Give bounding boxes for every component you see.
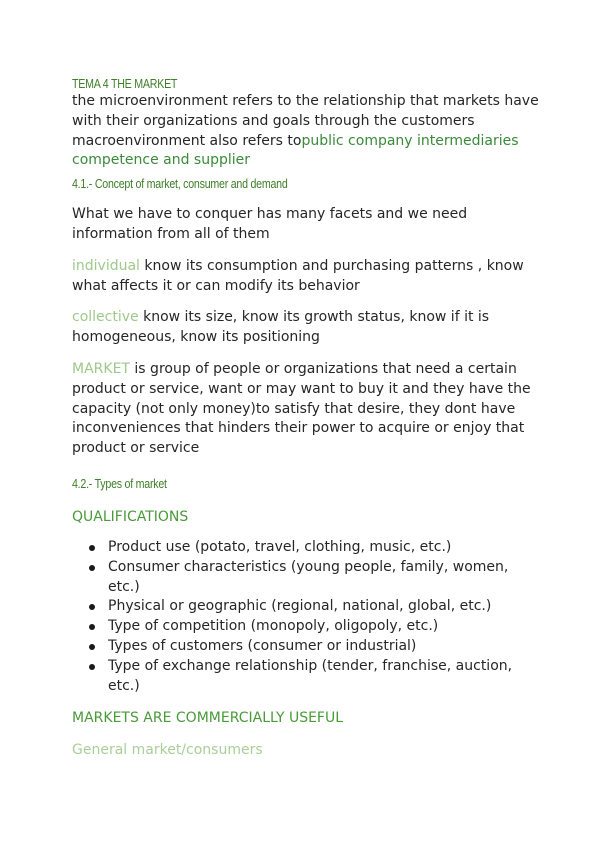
bullet-icon <box>89 644 95 650</box>
collective-term: collective <box>72 309 139 326</box>
list-item: Physical or geographic (regional, national, global, etc.) <box>72 597 542 617</box>
list-item: Types of customers (consumer or industrial) <box>72 637 542 657</box>
section-1-heading: 4.1.- Concept of market, consumer and demand <box>72 176 288 192</box>
bullet-icon <box>89 624 95 630</box>
bullet-icon <box>89 545 95 551</box>
list-item: Type of exchange relationship (tender, franchise, auction, etc.) <box>72 657 542 697</box>
bullet-icon <box>89 565 95 571</box>
market-term: MARKET <box>72 360 130 377</box>
general-market-label: General market/consumers <box>72 742 263 759</box>
section-2-heading: 4.2.- Types of market <box>72 475 167 491</box>
qualifications-label: QUALIFICATIONS <box>72 508 189 525</box>
list-item: Product use (potato, travel, clothing, music, etc.) <box>72 538 542 558</box>
individual-paragraph <box>72 257 542 297</box>
intro-paragraph <box>72 92 542 171</box>
market-text: is group of people or organizations that need a certain product or service, want or may want to buy it and they have the capacity (not only money)to satisfy that desire, they dont have inconveniences that hinders their power to acquire or enjoy that product or service <box>72 360 531 457</box>
list-item: Consumer characteristics (young people, family, women, etc.) <box>72 558 542 598</box>
collective-paragraph <box>72 308 542 348</box>
collective-text: know its size, know its growth status, know if it is homogeneous, know its positioning <box>72 309 490 346</box>
markets-useful-label: MARKETS ARE COMMERCIALLY USEFUL <box>72 710 344 727</box>
list-item: Type of competition (monopoly, oligopoly, etc.) <box>72 617 542 637</box>
intro-highlight: public company intermediaries competence and supplier <box>72 132 519 169</box>
bullet-icon <box>89 604 95 610</box>
facets-paragraph: What we have to conquer has many facets and we need information from all of them <box>72 206 468 242</box>
individual-text: know its consumption and purchasing patterns , know what affects it or can modify its behavior <box>72 257 524 294</box>
market-paragraph <box>72 360 542 459</box>
intro-text: the microenvironment refers to the relationship that markets have with their organizations and goals through the customers macroenvironment also refers to <box>72 93 539 149</box>
document-title: TEMA 4 THE MARKET <box>72 76 178 91</box>
bullet-icon <box>89 664 95 670</box>
document-page <box>72 76 542 760</box>
individual-term: individual <box>72 257 140 274</box>
qualifications-list <box>72 538 542 696</box>
